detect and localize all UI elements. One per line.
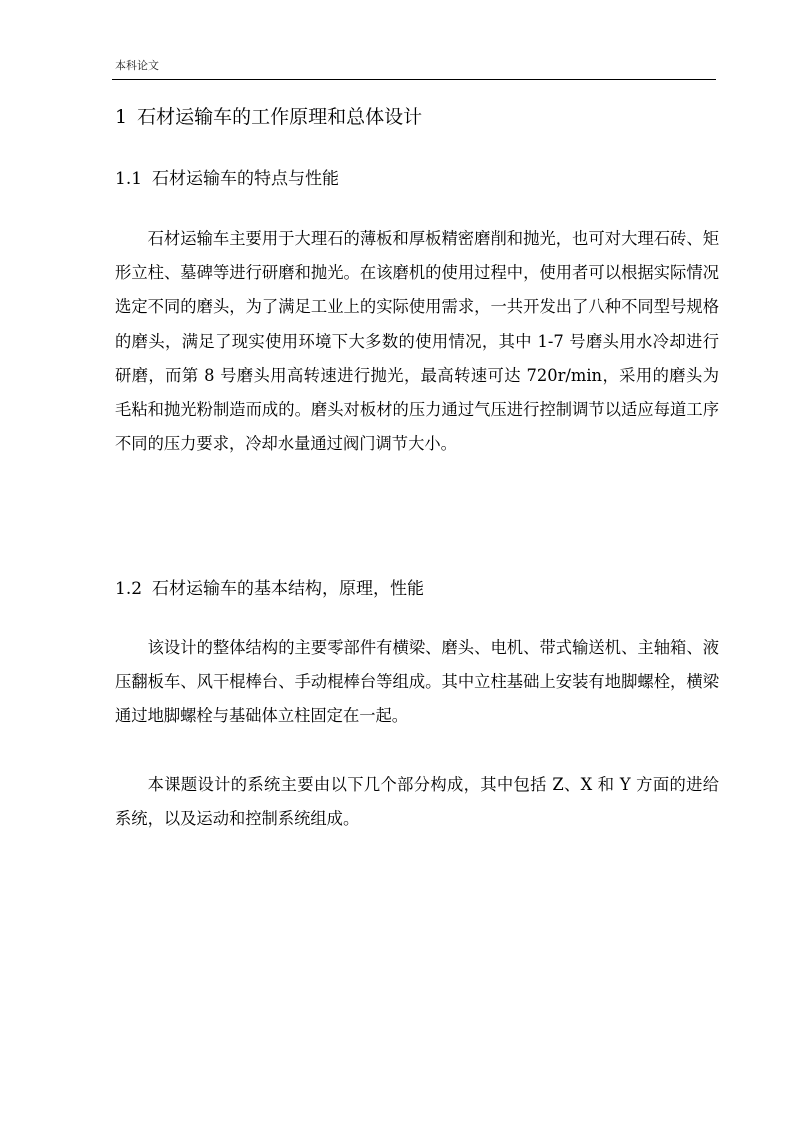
section-number-1-2: 1.2 — [115, 579, 143, 599]
paragraph-1-2-a: 该设计的整体结构的主要零部件有横梁、磨头、电机、带式输送机、主轴箱、液压翻板车、风干棍棒台、手动棍棒台等组成。其中立柱基础上安装有地脚螺栓，横梁通过地脚螺栓与基础体立柱固定在一起。 — [115, 638, 719, 726]
header-divider — [112, 79, 716, 80]
section-title-1-1: 石材运输车的特点与性能 — [152, 169, 340, 189]
section-heading-1-2 — [115, 577, 424, 601]
chapter-title: 石材运输车的工作原理和总体设计 — [137, 106, 423, 128]
paragraph-1-2-b: 本课题设计的系统主要由以下几个部分构成，其中包括 Z、X 和 Y 方面的进给系统，以及运动和控制系统组成。 — [115, 775, 719, 829]
chapter-heading — [115, 104, 422, 130]
chapter-number: 1 — [115, 106, 128, 128]
paragraph-1-1: 石材运输车主要用于大理石的薄板和厚板精密磨削和抛光，也可对大理石砖、矩形立柱、墓碑等进行研磨和抛光。在该磨机的使用过程中，使用者可以根据实际情况选定不同的磨头，为了满足工业上的实际使用需求，一共开发出了八种不同型号规格的磨头，满足了现实使用环境下大多数的使用情况，其中 1-7 号磨头用水冷却进行研磨，而第 8 号磨头用高转速进行抛光，最高转速可达 720r/min，采用的磨头为毛粘和抛光粉制造而成的。磨头对板材的压力通过气压进行控制调节以适应每道工序不同的压力要求，冷却水量通过阀门调节大小。 — [115, 229, 719, 454]
section-title-1-2: 石材运输车的基本结构，原理，性能 — [152, 579, 425, 599]
section-heading-1-1 — [115, 167, 339, 191]
section-number-1-1: 1.1 — [115, 169, 143, 189]
running-header: 本科论文 — [115, 59, 159, 72]
